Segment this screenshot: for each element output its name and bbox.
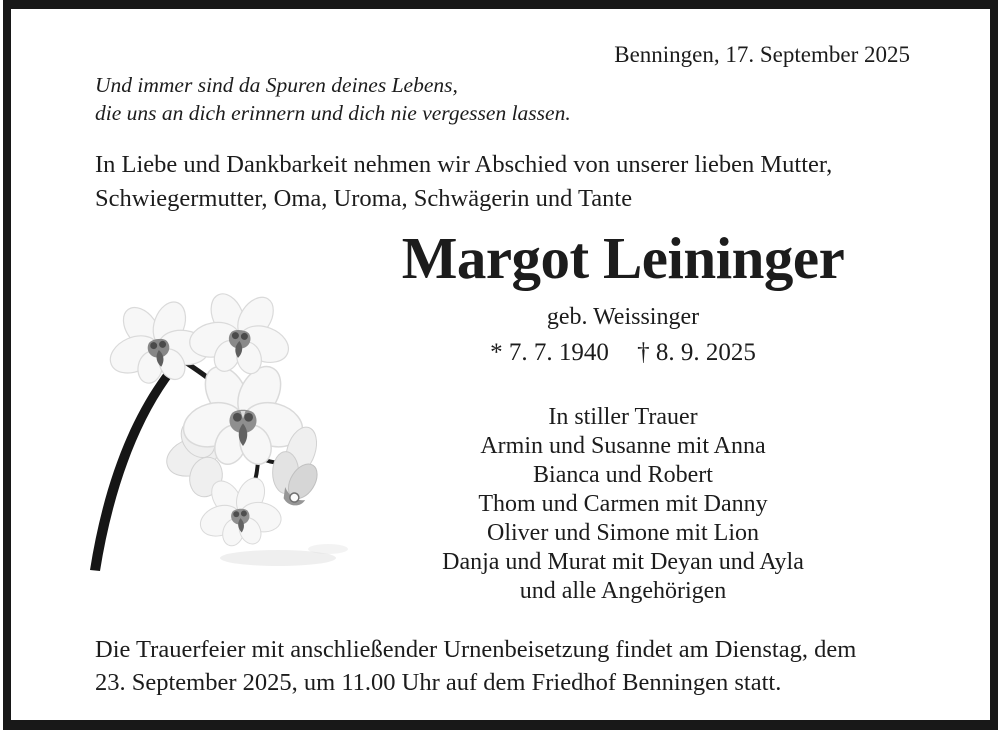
funeral-line-2: 23. September 2025, um 11.00 Uhr auf dem Friedhof Benningen statt. [95,669,782,696]
death-symbol: † [637,339,650,366]
mourner-line: Armin und Susanne mit Anna [480,433,766,459]
intro-text [95,148,832,216]
mourner-line: Danja und Murat mit Deyan und Ayla [442,549,804,575]
mourner-line: und alle Angehörigen [519,578,727,604]
funeral-info [95,633,856,699]
intro-line-2: Schwiegermutter, Oma, Uroma, Schwägerin und Tante [95,185,633,212]
funeral-line-1: Die Trauerfeier mit anschließender Urnenbeisetzung findet am Dienstag, dem [95,636,857,663]
deceased-name: Margot Leininger [401,225,845,291]
maiden-name: geb. Weissinger [546,304,700,330]
life-dates [223,338,1000,368]
verse [95,71,571,127]
verse-line-2: die uns an dich erinnern und dich nie vergessen lassen. [95,101,571,125]
mourner-line: Bianca und Robert [533,462,713,488]
mourners-list [223,403,1000,606]
dateline: Benningen, 17. September 2025 [614,42,910,67]
mourner-line: Thom und Carmen mit Danny [478,491,768,517]
verse-line-1: Und immer sind da Spuren deines Lebens, [95,73,458,97]
mourner-line: Oliver und Simone mit Lion [487,520,759,546]
birth-symbol: * [490,339,503,366]
birth-date: 7. 7. 1940 [508,339,609,366]
death-date: 8. 9. 2025 [655,339,756,366]
mourners-heading: In stiller Trauer [548,404,698,430]
intro-line-1: In Liebe und Dankbarkeit nehmen wir Abschied von unserer lieben Mutter, [95,151,833,178]
